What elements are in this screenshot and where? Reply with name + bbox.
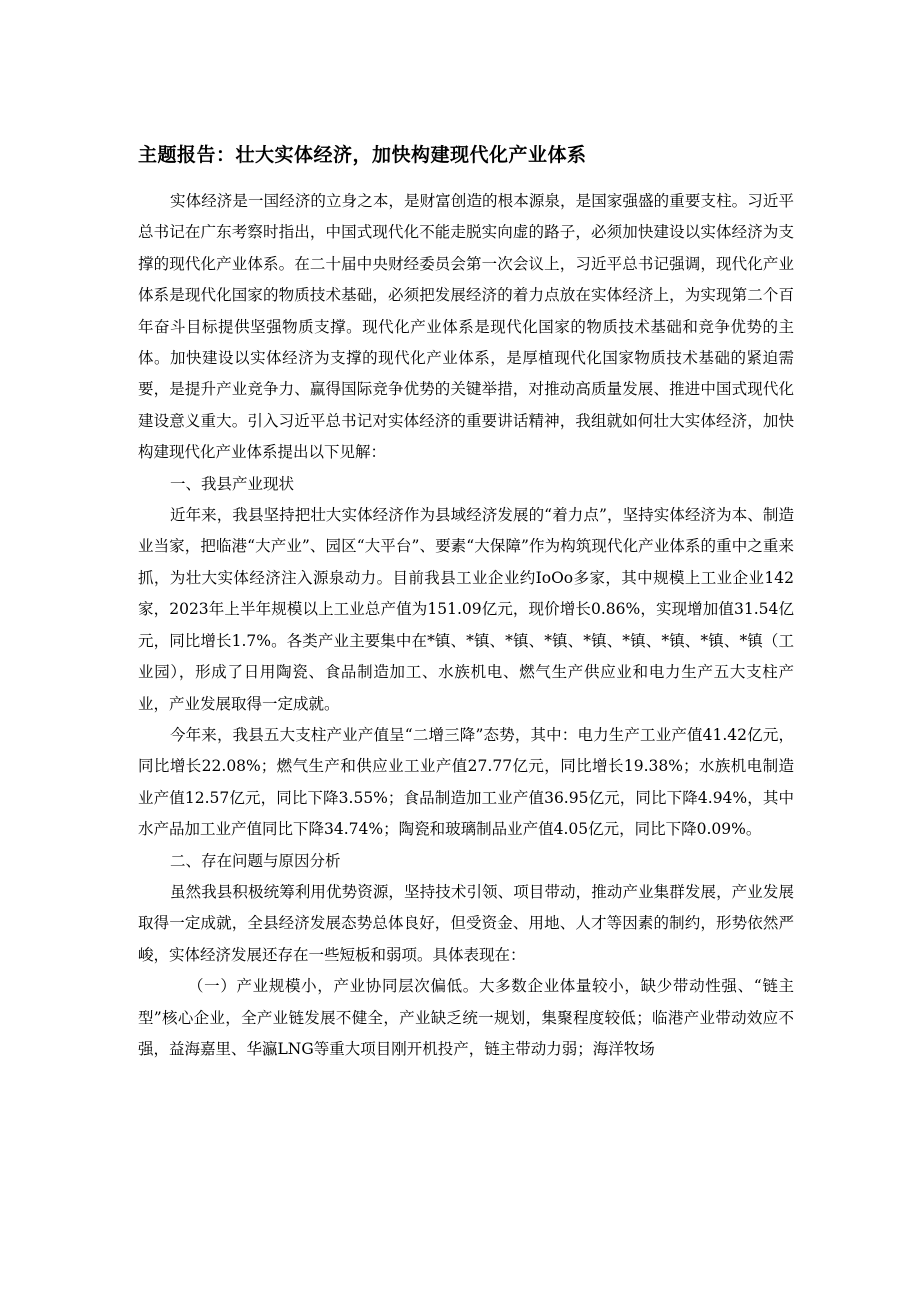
section-heading-current-status: 一、我县产业现状 [170,474,295,493]
document-page [138,140,794,1065]
section-heading-problems: 二、存在问题与原因分析 [170,851,341,870]
intro-paragraph: 实体经济是一国经济的立身之本，是财富创造的根本源泉，是国家强盛的重要支柱。习近平总书记在广东考察时指出，中国式现代化不能走脱实向虚的路子，必须加快建设以实体经济为支撑的现代化产业体系。在二十届中央财经委员会第一次会议上，习近平总书记强调，现代化产业体系是现代化国家的物质技术基础，必须把发展经济的着力点放在实体经济上，为实现第二个百年奋斗目标提供坚强物质支撑。现代化产业体系是现代化国家的物质技术基础和竞争优势的主体。加快建设以实体经济为支撑的现代化产业体系，是厚植现代化国家物质技术基础的紧迫需要，是提升产业竞争力、赢得国际竞争优势的关键举措，对推动高质量发展、推进中国式现代化建设意义重大。引入习近平总书记对实体经济的重要讲话精神，我组就如何壮大实体经济，加快构建现代化产业体系提出以下见解： [138,192,794,462]
problem-item-1: （一）产业规模小，产业协同层次偏低。大多数企业体量较小，缺少带动性强、“链主型”核心企业，全产业链发展不健全，产业缺乏统一规划，集聚程度较低；临港产业带动效应不强，益海嘉里、华瀛LNG等重大项目刚开机投产，链主带动力弱；海洋牧场 [138,977,794,1058]
pillar-industries-paragraph: 今年来，我县五大支柱产业产值呈“二增三降”态势，其中：电力生产工业产值41.42亿元，同比增长22.08%；燃气生产和供应业工业产值27.77亿元，同比增长19.38%；水族机电制造业产值12.57亿元，同比下降3.55%；食品制造加工业产值36.95亿元，同比下降4.94%，其中水产品加工业产值同比下降34.74%；陶瓷和玻璃制品业产值4.05亿元，同比下降0.09%。 [138,725,794,839]
document-title: 主题报告：壮大实体经济，加快构建现代化产业体系 [138,144,587,166]
problems-paragraph: 虽然我县积极统筹利用优势资源，坚持技术引领、项目带动，推动产业集群发展，产业发展取得一定成就，全县经济发展态势总体良好，但受资金、用地、人才等因素的制约，形势依然严峻，实体经济发展还存在一些短板和弱项。具体表现在： [138,882,794,964]
status-paragraph: 近年来，我县坚持把壮大实体经济作为县域经济发展的“着力点”，坚持实体经济为本、制造业当家，把临港“大产业”、园区“大平台”、要素“大保障”作为构筑现代化产业体系的重中之重来抓，为壮大实体经济注入源泉动力。目前我县工业企业约IoOo多家，其中规模上工业企业142家，2023年上半年规模以上工业总产值为151.09亿元，现价增长0.86%，实现增加值31.54亿元，同比增长1.7%。各类产业主要集中在*镇、*镇、*镇、*镇、*镇、*镇、*镇、*镇、*镇（工业园），形成了日用陶瓷、食品制造加工、水族机电、燃气生产供应业和电力生产五大支柱产业，产业发展取得一定成就。 [138,506,794,713]
